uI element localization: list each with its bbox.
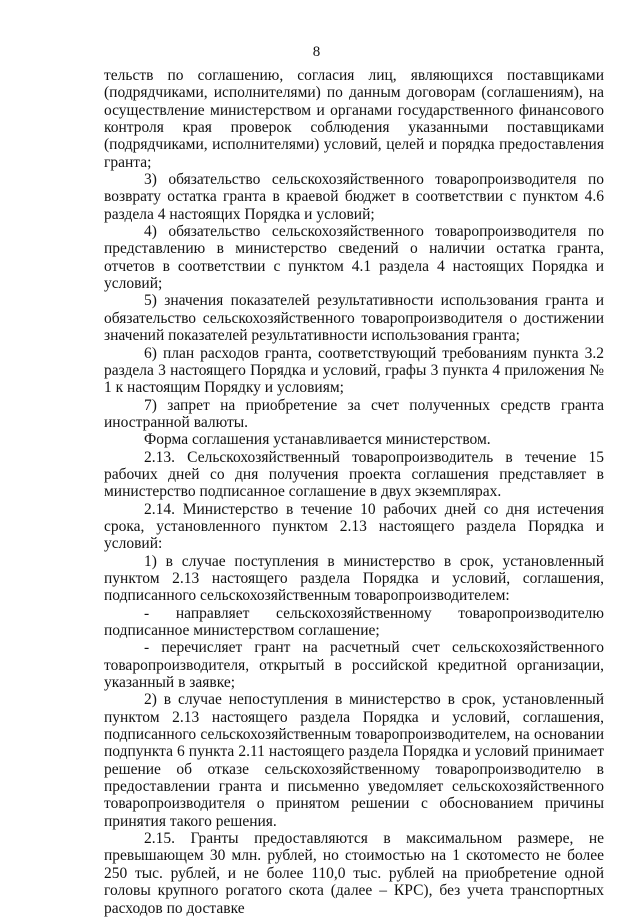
paragraph: 6) план расходов гранта, соответствующий требованиям пункта 3.2 раздела 3 настоящего Порядка и условий, графы 3 пункта 4 приложения № 1 к настоящим Порядку и условиям; bbox=[104, 344, 604, 397]
paragraph: 7) запрет на приобретение за счет полученных средств гранта иностранной валюты. bbox=[104, 396, 604, 431]
paragraph: 2.15. Гранты предоставляются в максимальном размере, не превышающем 30 млн. рублей, но стоимостью на 1 скотоместо не более 250 тыс. рублей, и не более 110,0 тыс. рублей на приобретение одной головы крупного рогатого скота (далее – КРС), без учета транспортных расходов по доставке bbox=[104, 830, 604, 917]
paragraph: Форма соглашения устанавливается министерством. bbox=[144, 431, 491, 449]
paragraph: тельств по соглашению, согласия лиц, являющихся поставщиками (подрядчиками, исполнителями) по данным договорам (соглашениям), на осуществление министерством и органами государственного финансового контроля края проверок соблюдения указанными поставщиками (подрядчиками, исполнителями) условий, целей и порядка предоставления гранта; bbox=[104, 67, 604, 171]
paragraph: 3) обязательство сельскохозяйственного товаропроизводителя по возврату остатка гранта в краевой бюджет в соответствии с пунктом 4.6 раздела 4 настоящих Порядка и условий; bbox=[104, 171, 604, 223]
paragraph: - перечисляет грант на расчетный счет сельскохозяйственного товаропроизводителя, открытый в российской кредитной организации, указанный в заявке; bbox=[104, 639, 604, 692]
paragraph: 2) в случае непоступления в министерство в срок, установленный пунктом 2.13 настоящего раздела Порядка и условий, соглашения, подписанного сельскохозяйственным товаропроизводителем, на основании подпункта 6 пункта 2.11 настоящего раздела Порядка и условий принимает решение об отказе сельскохозяйственному товаропроизводителю в предоставлении гранта и письменно уведомляет сельскохозяйственного товаропроизводителя о принятом решении с обоснованием причины принятия такого решения. bbox=[104, 691, 604, 830]
paragraph: 1) в случае поступления в министерство в срок, установленный пунктом 2.13 настоящего раздела Порядка и условий, соглашения, подписанного сельскохозяйственным товаропроизводителем: bbox=[104, 552, 604, 605]
paragraph: 5) значения показателей результативности использования гранта и обязательство сельскохозяйственного товаропроизводителя о достижении значений показателей результативности использования гранта; bbox=[104, 292, 604, 345]
page-number: 8 bbox=[312, 44, 321, 60]
paragraph: 4) обязательство сельскохозяйственного товаропроизводителя по представлению в министерство сведений о наличии остатка гранта, отчетов в соответствии с пунктом 4.1 раздела 4 настоящих Порядка и условий; bbox=[104, 223, 604, 293]
paragraph: 2.13. Сельскохозяйственный товаропроизводитель в течение 15 рабочих дней со дня получения проекта соглашения представляет в министерство подписанное соглашение в двух экземплярах. bbox=[104, 448, 604, 501]
paragraph: 2.14. Министерство в течение 10 рабочих дней со дня истечения срока, установленного пунктом 2.13 настоящего раздела Порядка и условий: bbox=[104, 500, 604, 553]
paragraph: - направляет сельскохозяйственному товаропроизводителю подписанное министерством соглашение; bbox=[104, 604, 604, 639]
document-body bbox=[104, 67, 604, 917]
